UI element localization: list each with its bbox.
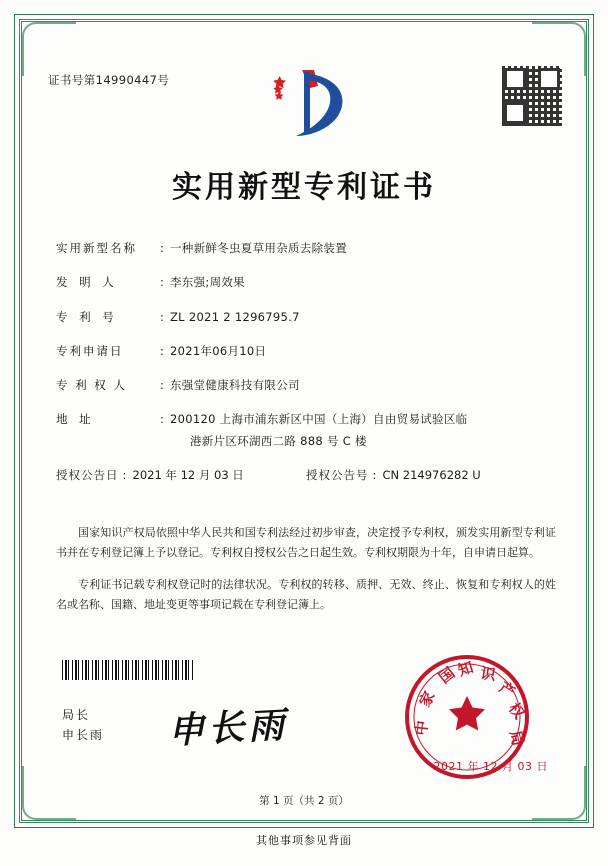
field-label: 授权公告日 (56, 467, 119, 482)
field-colon: : (122, 467, 127, 482)
svg-text:家: 家 (415, 688, 439, 710)
field-value: 东强堂健康科技有限公司 (170, 378, 300, 392)
field-row-inventor (56, 274, 556, 291)
patent-office-emblem-icon (244, 64, 364, 142)
svg-text:权: 权 (504, 699, 529, 723)
signature-title-line-1: 局长 (62, 708, 91, 722)
barcode-icon (62, 660, 194, 680)
field-label: 实用新型名称 (56, 241, 137, 255)
field-row-address (56, 411, 556, 450)
field-value: 2021 年 12 月 03 日 (132, 467, 244, 482)
field-colon: : (160, 412, 164, 427)
field-label: 专 利 号 (56, 309, 118, 324)
field-value: CN 214976282 U (382, 467, 481, 482)
address-line-2: 港新片区环湖西二路 888 号 C 楼 (190, 433, 367, 448)
field-row-application-date (56, 343, 556, 360)
page-indicator: 第 1 页（共 2 页） (259, 795, 349, 807)
legal-text-block (56, 512, 556, 617)
grant-date-group (56, 467, 306, 484)
field-colon: : (372, 467, 377, 482)
field-label: 专利申请日 (56, 343, 124, 358)
svg-text:中: 中 (412, 719, 432, 737)
field-value: 一种新鲜冬虫夏草用杂质去除装置 (170, 241, 347, 255)
handwritten-signature: 申长雨 (167, 703, 290, 753)
page-title: 实用新型专利证书 (172, 170, 436, 205)
field-colon: : (160, 241, 164, 255)
field-label: 专 利 权 人 (56, 378, 127, 392)
signature-title-line-2: 申长雨 (62, 727, 105, 742)
footer-note: 其他事项参见背面 (256, 834, 352, 847)
certificate-fields (56, 240, 556, 498)
field-row-patentee (56, 377, 556, 394)
svg-text:识: 识 (479, 664, 497, 685)
field-colon: : (160, 343, 164, 358)
field-label: 发 明 人 (56, 275, 118, 290)
field-colon: : (160, 378, 164, 392)
svg-text:产: 产 (495, 678, 519, 702)
field-value (170, 411, 556, 450)
field-colon: : (160, 309, 164, 324)
grant-number-group (306, 467, 556, 484)
certificate-number: 证书号第14990447号 (48, 73, 170, 87)
field-label: 授权公告号 (306, 467, 369, 482)
seal-date: 2021 年 12 月 03 日 (433, 760, 548, 773)
field-label: 地 址 (56, 412, 95, 427)
svg-text:国: 国 (435, 663, 459, 688)
field-row-invention-name (56, 240, 556, 257)
svg-text:知: 知 (455, 658, 476, 680)
legal-paragraph: 专利证书记载专利权登记时的法律状况。专利权的转移、质押、无效、终止、恢复和专利权人的姓名或名称、国籍、地址变更等事项记载在专利登记簿上。 (56, 577, 556, 612)
signature-title (62, 706, 104, 746)
frame-corner-top-left (22, 22, 76, 76)
address-line-1: 200120 上海市浦东新区中国（上海）自由贸易试验区临 (170, 412, 468, 427)
field-row-grant-announcement (56, 467, 556, 484)
field-row-patent-number (56, 309, 556, 326)
legal-paragraph: 国家知识产权局依照中华人民共和国专利法经过初步审查，决定授予专利权，颁发实用新型专利证书并在专利登记簿上予以登记。专利权自授权公告之日起生效。专利权期限为十年，自申请日起算。 (56, 526, 556, 560)
svg-text:局: 局 (506, 728, 528, 748)
field-value: ZL 2021 2 1296795.7 (170, 309, 300, 324)
field-value: 李东强;周效果 (170, 275, 245, 290)
field-colon: : (160, 275, 164, 290)
field-value: 2021年06月10日 (170, 343, 267, 358)
qr-code-icon (502, 66, 562, 126)
